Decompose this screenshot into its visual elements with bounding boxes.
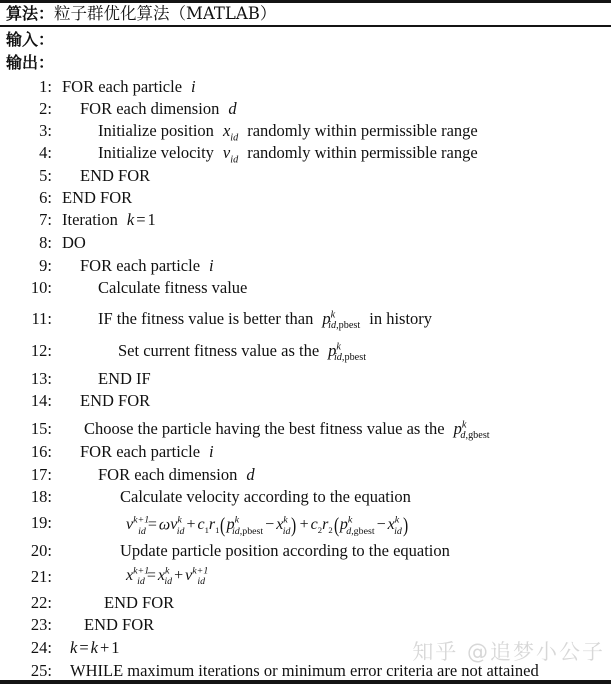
pseudocode-line bbox=[0, 278, 611, 300]
line-content: END FOR bbox=[80, 166, 151, 185]
text-in-history: in history bbox=[369, 309, 433, 328]
text-initialize-position: Initialize position bbox=[98, 121, 214, 140]
num-one: 1 bbox=[147, 210, 156, 229]
op-plus: + bbox=[174, 567, 184, 584]
op-minus: − bbox=[265, 516, 275, 534]
pseudocode-line bbox=[0, 341, 611, 363]
line-number: 15: bbox=[30, 419, 52, 438]
line-number: 16: bbox=[30, 442, 52, 461]
pseudocode-line bbox=[0, 487, 611, 509]
line-content: END IF bbox=[98, 369, 151, 388]
pseudocode-line bbox=[0, 593, 611, 615]
line-number: 13: bbox=[30, 369, 52, 388]
paren-close: ) bbox=[291, 513, 297, 537]
var-d: d bbox=[228, 99, 237, 118]
pseudocode-line bbox=[0, 638, 611, 660]
pseudocode-line bbox=[0, 465, 611, 487]
line-number: 14: bbox=[30, 391, 52, 410]
text-for-each-dimension: FOR each dimension bbox=[98, 465, 238, 484]
line-number: 11: bbox=[31, 309, 52, 328]
pseudocode-line bbox=[0, 143, 611, 165]
algorithm-title: 粒子群优化算法（MATLAB） bbox=[54, 4, 277, 23]
line-content bbox=[98, 143, 478, 166]
line-number: 24: bbox=[30, 638, 52, 657]
line-number: 22: bbox=[30, 593, 52, 612]
pseudocode-line bbox=[0, 256, 611, 278]
line-number: 19: bbox=[30, 513, 52, 532]
line-content bbox=[118, 341, 367, 364]
math-p-id-pbest-k: $p^k_{id,pbest}$ bbox=[328, 341, 367, 364]
num-one: 1 bbox=[111, 638, 120, 657]
pseudocode-line bbox=[0, 121, 611, 143]
op-plus: + bbox=[99, 638, 110, 657]
line-content bbox=[98, 309, 433, 332]
text-iteration: Iteration bbox=[62, 210, 118, 229]
line-content bbox=[80, 99, 237, 119]
paren-open: ( bbox=[220, 513, 226, 537]
line-number: 23: bbox=[30, 615, 52, 634]
math-omega: ω bbox=[158, 516, 171, 534]
line-number: 8: bbox=[39, 233, 52, 252]
pseudocode-line bbox=[0, 513, 611, 535]
pseudocode-line bbox=[0, 369, 611, 391]
line-number: 18: bbox=[30, 487, 52, 506]
title-divider-rule bbox=[0, 25, 611, 27]
line-content bbox=[80, 442, 214, 462]
line-content bbox=[62, 210, 156, 230]
var-d: d bbox=[246, 465, 255, 484]
line-content: END FOR bbox=[62, 188, 133, 207]
line-number: 9: bbox=[39, 256, 52, 275]
math-r1: $r_1$ bbox=[208, 516, 220, 536]
op-plus: + bbox=[299, 516, 309, 534]
var-k: k bbox=[126, 210, 135, 229]
equation-k-increment bbox=[70, 638, 120, 658]
math-c2: $c_2$ bbox=[310, 516, 323, 536]
line-number: 7: bbox=[39, 210, 52, 229]
line-number: 5: bbox=[39, 166, 52, 185]
line-number: 3: bbox=[39, 121, 52, 140]
text-for-each-particle: FOR each particle bbox=[80, 256, 201, 275]
text-initialize-velocity: Initialize velocity bbox=[98, 143, 214, 162]
text-set-current-fitness: Set current fitness value as the bbox=[118, 341, 320, 360]
input-label: 输入： bbox=[6, 30, 55, 49]
math-c1: $c_1$ bbox=[197, 516, 209, 536]
output-row bbox=[6, 54, 54, 71]
math-r2: $r_2$ bbox=[322, 516, 333, 536]
text-randomly-within: randomly within permissible range bbox=[247, 121, 478, 140]
line-content bbox=[98, 465, 255, 485]
text-for-each-dimension: FOR each dimension bbox=[80, 99, 220, 118]
var-k: k bbox=[70, 638, 78, 657]
math-x-id-k1: $x^{k+1}_{id}$ bbox=[126, 565, 150, 588]
op-eq: = bbox=[146, 567, 156, 584]
line-content: WHILE maximum iterations or minimum error criteria are not attained bbox=[70, 661, 539, 680]
math-v-id-k: $v^k_{id}$ bbox=[170, 515, 185, 537]
line-number: 10: bbox=[30, 278, 52, 297]
op-eq: = bbox=[147, 516, 157, 534]
math-p-id-pbest-k: $p^k_{id,pbest}$ bbox=[226, 515, 264, 537]
line-number: 25: bbox=[30, 661, 52, 680]
op-plus: + bbox=[186, 516, 196, 534]
line-number: 2: bbox=[39, 99, 52, 118]
line-number: 20: bbox=[30, 541, 52, 560]
line-number: 4: bbox=[39, 143, 52, 162]
pseudocode-line bbox=[0, 567, 611, 589]
math-x-id-k: $x^k_{id}$ bbox=[276, 515, 291, 537]
text-choose-particle: Choose the particle having the best fitness value as the bbox=[84, 419, 445, 438]
pseudocode-line bbox=[0, 166, 611, 188]
var-k: k bbox=[90, 638, 98, 657]
text-for-each-particle: FOR each particle bbox=[62, 77, 183, 96]
line-number: 17: bbox=[30, 465, 52, 484]
pseudocode-line bbox=[0, 188, 611, 210]
line-content: Calculate fitness value bbox=[98, 278, 248, 297]
pseudocode-line bbox=[0, 391, 611, 413]
text-for-each-particle: FOR each particle bbox=[80, 442, 201, 461]
pseudocode-line bbox=[0, 615, 611, 637]
math-x-id-k: $x^k_{id}$ bbox=[387, 515, 402, 537]
pseudocode-line bbox=[0, 309, 611, 331]
output-label: 输出： bbox=[6, 53, 55, 72]
line-number: 21: bbox=[30, 567, 52, 586]
line-number: 12: bbox=[30, 341, 52, 360]
line-content: END FOR bbox=[104, 593, 175, 612]
line-content: DO bbox=[62, 233, 86, 252]
pseudocode-line bbox=[0, 442, 611, 464]
equation-position-update bbox=[126, 565, 209, 588]
line-content bbox=[80, 256, 214, 276]
line-content: Calculate velocity according to the equation bbox=[120, 487, 411, 506]
line-content: END FOR bbox=[84, 615, 155, 634]
paren-open: ( bbox=[333, 513, 339, 537]
op-eq: = bbox=[79, 638, 89, 657]
pseudocode-line bbox=[0, 77, 611, 99]
text-if-fitness-better: IF the fitness value is better than bbox=[98, 309, 314, 328]
algorithm-label: 算法： bbox=[6, 4, 55, 23]
line-number: 1: bbox=[39, 77, 52, 96]
math-v-id: $v_{id}$ bbox=[222, 143, 239, 166]
text-randomly-within: randomly within permissible range bbox=[247, 143, 478, 162]
line-content bbox=[84, 419, 490, 442]
math-p-d-gbest-k: $p^k_{d,gbest}$ bbox=[453, 419, 490, 442]
line-content: Update particle position according to the equation bbox=[120, 541, 450, 560]
equation-velocity-update bbox=[126, 513, 409, 538]
top-border-rule bbox=[0, 0, 611, 3]
algorithm-title-row bbox=[6, 5, 276, 23]
math-v-id-k1: $v^{k+1}_{id}$ bbox=[126, 515, 150, 537]
math-p-d-gbest-k: $p^k_{d,gbest}$ bbox=[339, 515, 375, 537]
line-content: END FOR bbox=[80, 391, 151, 410]
math-x-id: $x_{id}$ bbox=[222, 121, 239, 144]
var-i: i bbox=[209, 442, 214, 461]
pseudocode-line bbox=[0, 419, 611, 441]
input-row bbox=[6, 31, 54, 48]
var-i: i bbox=[191, 77, 196, 96]
zhihu-watermark: 知乎 @追梦小公子 bbox=[412, 640, 605, 664]
line-content bbox=[62, 77, 196, 97]
paren-close: ) bbox=[402, 513, 409, 537]
line-number: 6: bbox=[39, 188, 52, 207]
pseudocode-line bbox=[0, 233, 611, 255]
pseudocode-line bbox=[0, 99, 611, 121]
line-content bbox=[98, 121, 478, 144]
var-i: i bbox=[209, 256, 214, 275]
op-eq: = bbox=[136, 210, 146, 229]
pseudocode-line bbox=[0, 661, 611, 683]
math-p-id-pbest-k: $p^k_{id,pbest}$ bbox=[322, 309, 361, 332]
op-minus: − bbox=[376, 516, 386, 534]
pseudocode-line bbox=[0, 210, 611, 232]
math-x-id-k: $x^k_{id}$ bbox=[157, 565, 173, 588]
math-v-id-k1: $v^{k+1}_{id}$ bbox=[185, 565, 209, 588]
pseudocode-line bbox=[0, 541, 611, 563]
